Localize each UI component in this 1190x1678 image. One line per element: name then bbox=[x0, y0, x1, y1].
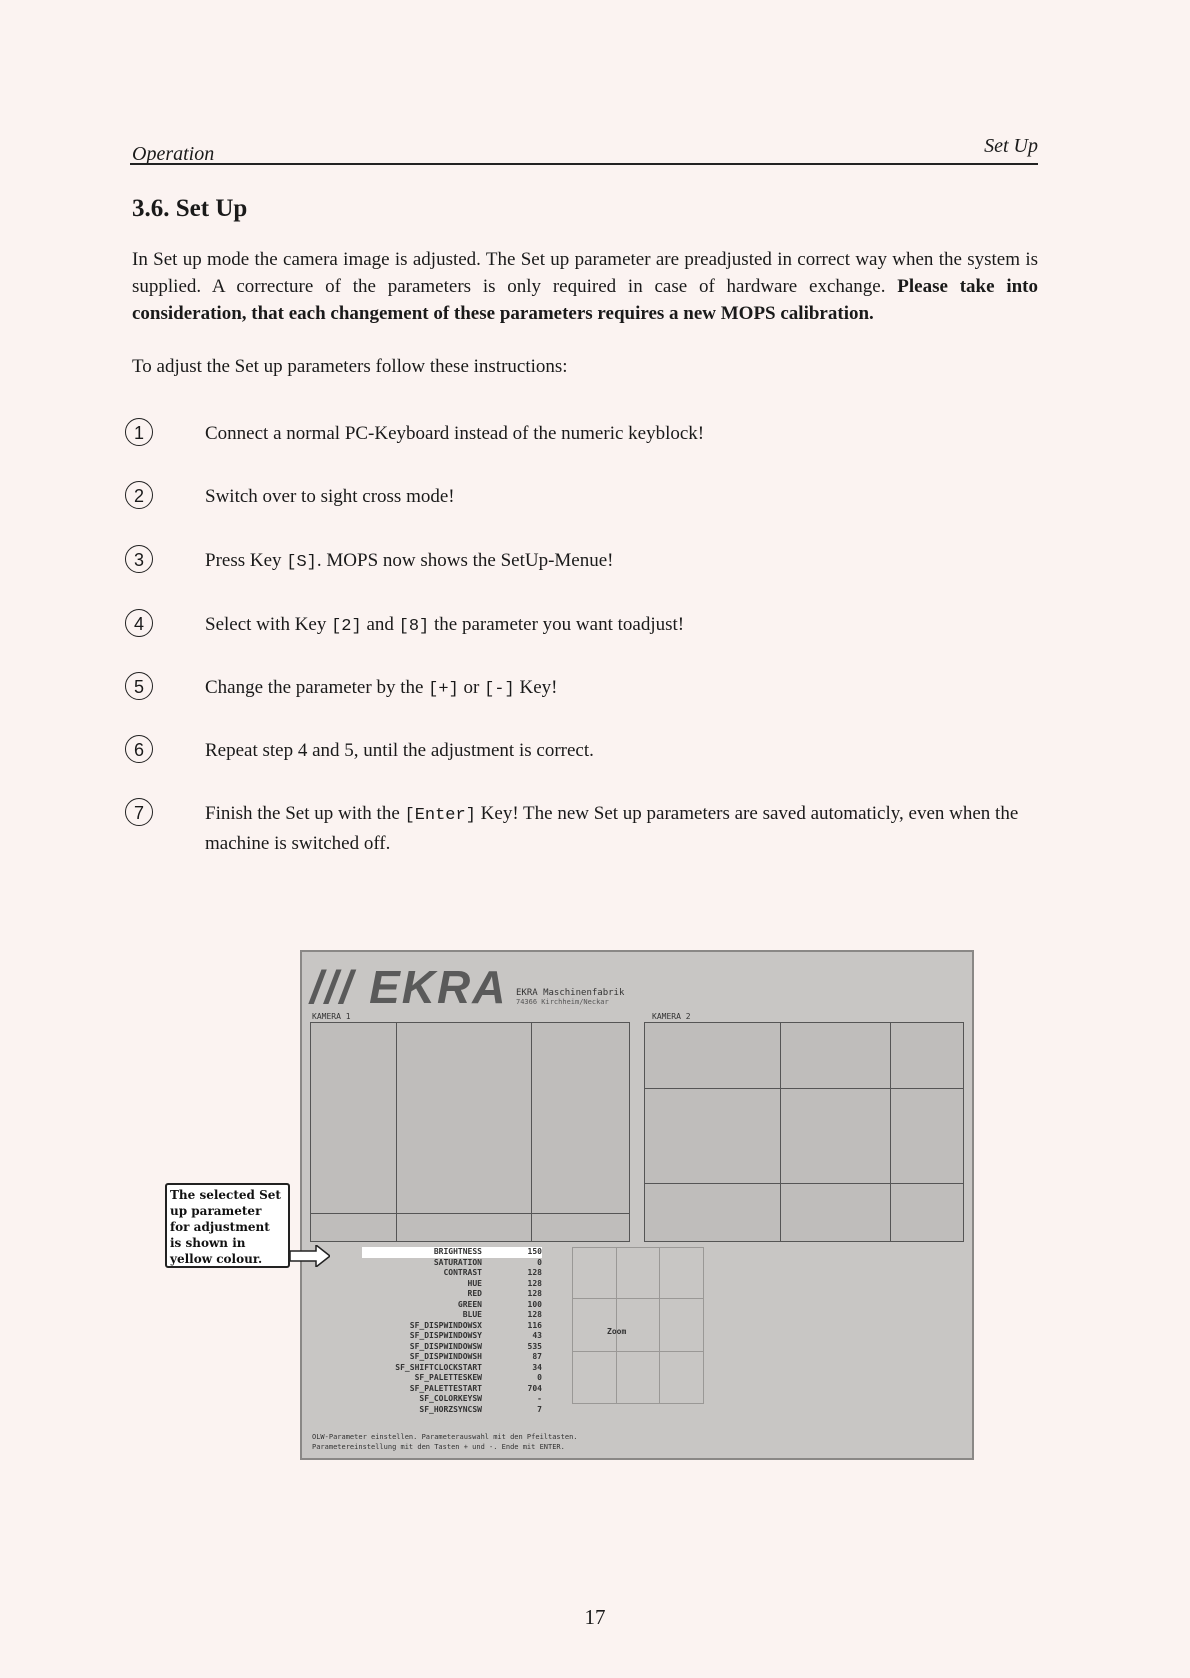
parameter-row[interactable]: GREEN 100 bbox=[457, 1299, 542, 1309]
parameter-row[interactable]: SF_PALETTESTART 704 bbox=[409, 1383, 542, 1393]
key-8: [8] bbox=[398, 617, 430, 636]
parameter-row[interactable]: SF_HORZSYNCSW 7 bbox=[419, 1404, 542, 1414]
step-text: Connect a normal PC-Keyboard instead of the numeric keyblock! bbox=[205, 423, 705, 444]
zoom-label: Zoom bbox=[607, 1327, 627, 1336]
step-text: Repeat step 4 and 5, until the adjustment is correct. bbox=[205, 740, 594, 761]
header-rule bbox=[130, 163, 1038, 165]
parameter-row[interactable]: SF_DISPWINDOWSH 87 bbox=[409, 1352, 542, 1361]
header-chapter: Set Up bbox=[984, 135, 1038, 157]
step-number: 2 bbox=[125, 481, 153, 509]
key-minus: [-] bbox=[484, 680, 515, 699]
header-section: Operation bbox=[132, 143, 215, 165]
setup-menu-screenshot bbox=[300, 950, 974, 1460]
footer-line-2: Parametereinstellung mit den Tasten + und -. Ende mit ENTER. bbox=[312, 1443, 565, 1451]
key-2: [2] bbox=[331, 617, 362, 636]
company-name: EKRA Maschinenfabrik bbox=[516, 988, 625, 998]
parameter-row[interactable]: RED 128 bbox=[467, 1289, 542, 1298]
camera-1-view bbox=[310, 1022, 630, 1242]
camera-2-label: KAMERA 2 bbox=[652, 1012, 691, 1021]
step-text: Finish the Set up with the [Enter] Key! The new Set up parameters are saved automaticly, even when the machine is switched off. bbox=[205, 803, 1019, 854]
key-plus: [+] bbox=[428, 680, 459, 699]
parameter-row-selected[interactable]: BRIGHTNESS 150 bbox=[362, 1247, 542, 1258]
camera-2-view bbox=[644, 1022, 964, 1242]
step-number: 5 bbox=[125, 672, 153, 700]
intro-paragraph bbox=[132, 246, 1038, 327]
parameter-row[interactable]: SF_DISPWINDOWSW 535 bbox=[409, 1341, 542, 1351]
parameter-list bbox=[362, 1247, 542, 1415]
zoom-control[interactable] bbox=[572, 1247, 704, 1404]
ekra-logo: /// EKRA bbox=[310, 961, 508, 1013]
step-number: 1 bbox=[125, 418, 153, 446]
parameter-row[interactable]: SF_DISPWINDOWSX 116 bbox=[409, 1320, 542, 1330]
parameter-row[interactable]: CONTRAST 128 bbox=[443, 1268, 542, 1277]
parameter-row[interactable]: BLUE 128 bbox=[462, 1310, 542, 1319]
camera-1-label: KAMERA 1 bbox=[312, 1012, 351, 1021]
step-text: Select with Key [2] and [8] the parameter you want toadjust! bbox=[205, 614, 685, 636]
parameter-row[interactable]: SATURATION 0 bbox=[433, 1257, 542, 1267]
parameter-row[interactable]: SF_COLORKEYSW - bbox=[419, 1394, 542, 1403]
step-number: 7 bbox=[125, 798, 153, 826]
intro-normal: In Set up mode the camera image is adjusted. The Set up parameter are preadjusted in correct way when the system is supplied. A correcture of the parameters is only required in case of hardware exchange. bbox=[132, 249, 1038, 297]
step-text: Press Key [S]. MOPS now shows the SetUp-Menue! bbox=[205, 550, 614, 572]
footer-line-1: OLW-Parameter einstellen. Parameterauswahl mit den Pfeiltasten. bbox=[312, 1433, 578, 1441]
step-number: 6 bbox=[125, 735, 153, 763]
section-title: 3.6. Set Up bbox=[132, 195, 248, 222]
company-address: 74366 Kirchheim/Neckar bbox=[516, 998, 609, 1006]
key-enter: [Enter] bbox=[404, 806, 476, 825]
parameter-row[interactable]: SF_PALETTESKEW 0 bbox=[414, 1373, 542, 1382]
step-number: 3 bbox=[125, 545, 153, 573]
page-number: 17 bbox=[584, 1605, 606, 1629]
callout-box: The selected Set up parameter for adjustment is shown in yellow colour. bbox=[165, 1183, 290, 1268]
step-number: 4 bbox=[125, 609, 153, 637]
parameter-row[interactable]: SF_DISPWINDOWSY 43 bbox=[409, 1331, 542, 1340]
intro-bold: Please take into consideration, that each changement of these parameters requires a new MOPS calibration. bbox=[132, 276, 1038, 324]
parameter-row[interactable]: SF_SHIFTCLOCKSTART 34 bbox=[395, 1362, 542, 1372]
step-text: Change the parameter by the [+] or [-] Key! bbox=[205, 677, 558, 699]
status-footer bbox=[312, 1432, 578, 1452]
instructions-lead: To adjust the Set up parameters follow these instructions: bbox=[132, 356, 568, 377]
step-text: Switch over to sight cross mode! bbox=[205, 486, 455, 507]
parameter-row[interactable]: HUE 128 bbox=[467, 1278, 542, 1288]
key-s: [S] bbox=[286, 553, 317, 572]
callout-arrow-icon bbox=[290, 1245, 330, 1267]
